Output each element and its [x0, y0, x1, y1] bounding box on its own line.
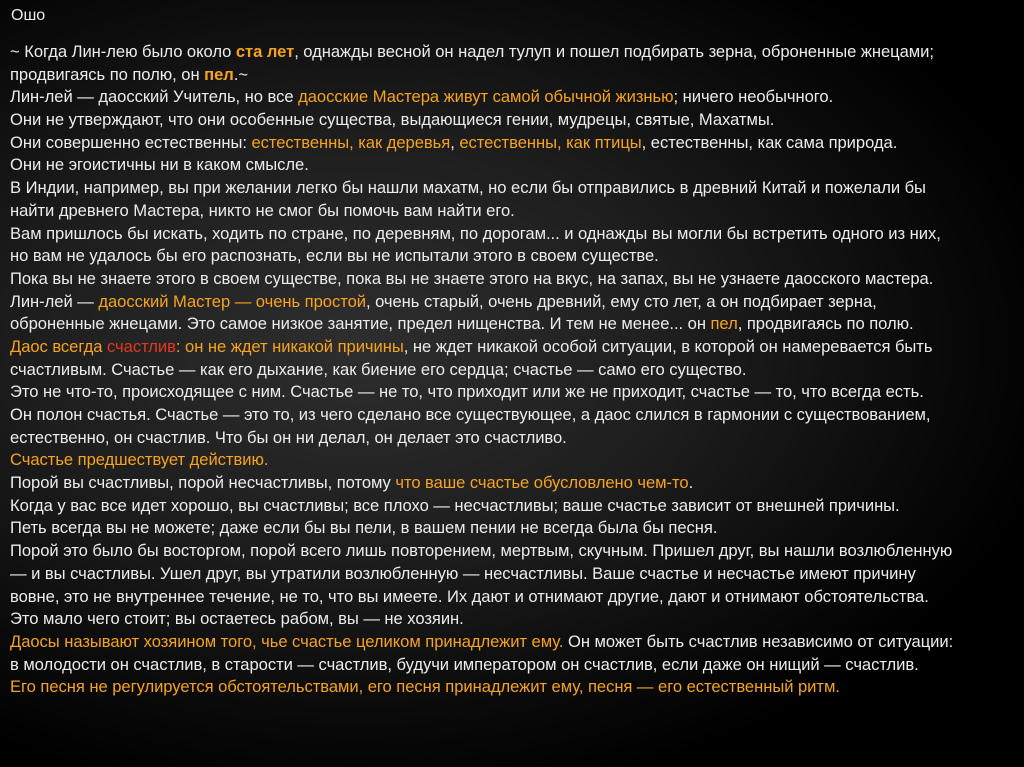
text-line — [10, 676, 1010, 699]
text-segment: Они не эгоистичны ни в каком смысле. — [10, 155, 309, 175]
text-line — [10, 245, 1010, 268]
text-line — [10, 41, 1010, 64]
slide-body-text — [10, 41, 1010, 699]
text-line — [10, 132, 1010, 155]
text-line — [10, 154, 1010, 177]
text-line — [10, 381, 1010, 404]
text-segment: продвигаясь по полю, он — [10, 64, 205, 84]
text-segment: но вам не удалось бы его распознать, если вы не испытали этого в своем существе. — [10, 246, 659, 266]
text-line — [10, 268, 1010, 291]
highlighted-text: Даосы называют хозяином того, чье счастье целиком принадлежит ему. — [10, 631, 564, 651]
text-segment: , естественны, как сама природа. — [641, 132, 898, 152]
text-line — [10, 472, 1010, 495]
text-line — [10, 495, 1010, 518]
highlighted-text: пел — [204, 64, 234, 84]
highlighted-text: ста лет — [235, 42, 295, 61]
text-line — [10, 336, 1010, 359]
highlighted-text: что ваше счастье обусловлено чем-то — [395, 473, 689, 493]
text-segment: Пока вы не знаете этого в своем существе, пока вы не знаете этого на вкус, на запах, вы не узнаете даосского мастера. — [10, 268, 934, 288]
text-line — [10, 427, 1010, 450]
text-segment: Это не что-то, происходящее с ним. Счастье — не то, что приходит или же не приходит, счастье — то, что всегда есть. — [10, 382, 924, 402]
highlighted-text: счастлив — [107, 336, 176, 356]
text-segment: , — [450, 132, 460, 152]
text-segment: Вам пришлось бы искать, ходить по стране, по деревням, по дорогам... и однажды вы могли бы встретить одного из них, — [10, 223, 941, 243]
text-segment: .~ — [233, 64, 248, 84]
text-segment: Это мало чего стоит; вы остаетесь рабом, вы — не хозяин. — [10, 609, 464, 629]
text-segment: Они совершенно естественны: — [10, 132, 252, 152]
text-segment: Он полон счастья. Счастье — это то, из чего сделано все существующее, а даос слился в гармонии с существованием, — [10, 405, 931, 424]
text-segment: вовне, это не внутреннее течение, не то, что вы имеете. Их дают и отнимают другие, дают и отнимают обстоятельства. — [10, 586, 929, 606]
text-line — [10, 449, 1010, 472]
text-line — [10, 177, 1010, 200]
text-segment: Лин-лей — даосский Учитель, но все — [10, 87, 299, 107]
text-segment: оброненные жнецами. Это самое низкое занятие, предел нищенства. И тем не менее... он — [10, 314, 711, 334]
text-line — [10, 313, 1010, 336]
text-line — [10, 359, 1010, 382]
text-line — [10, 64, 1010, 87]
highlighted-text: пел — [710, 314, 738, 334]
text-segment: ; ничего необычного. — [673, 87, 834, 107]
text-segment: В Индии, например, вы при желании легко бы нашли махатм, но если бы отправились в древний Китай и пожелали бы — [10, 178, 926, 198]
text-segment: Петь всегда вы не можете; даже если бы вы пели, в вашем пении не всегда была бы песня. — [10, 518, 718, 538]
text-line — [10, 200, 1010, 223]
text-segment: Он может быть счастлив независимо от ситуации: — [563, 631, 954, 651]
text-segment: найти древнего Мастера, никто не смог бы помочь вам найти его. — [10, 200, 515, 220]
text-segment: Лин-лей — — [10, 291, 99, 311]
text-segment: Порой это было бы восторгом, порой всего лишь повторением, мертвым, скучным. Пришел друг, вы нашли возлюбленную — [10, 541, 953, 561]
text-segment: счастливым. Счастье — как его дыхание, как биение его сердца; счастье — само его существо. — [10, 359, 747, 379]
highlighted-text: Его песня не регулируется обстоятельствами, его песня принадлежит ему, песня — его естественный ритм. — [10, 677, 840, 697]
text-line — [10, 86, 1010, 109]
text-segment: ~ Когда Лин-лею было около — [10, 42, 236, 61]
text-segment: , продвигаясь по полю. — [737, 314, 914, 334]
text-line — [10, 654, 1010, 677]
highlighted-text: даосский Мастер — очень простой — [98, 291, 366, 311]
text-segment: . — [688, 473, 694, 493]
text-segment: Они не утверждают, что они особенные существа, выдающиеся гении, мудрецы, святые, Махатмы. — [10, 110, 775, 130]
highlighted-text: Счастье предшествует действию. — [10, 450, 269, 470]
text-line — [10, 586, 1010, 609]
text-line — [10, 404, 1010, 427]
text-line — [10, 540, 1010, 563]
text-segment: — и вы счастливы. Ушел друг, вы утратили возлюбленную — несчастливы. Ваше счастье и несчастье имеют причину — [10, 563, 916, 583]
highlighted-text: : он не ждет никакой причины — [175, 336, 404, 356]
text-segment: , однажды весной он надел тулуп и пошел подбирать зерна, оброненные жнецами; — [294, 42, 934, 61]
text-segment: Порой вы счастливы, порой несчастливы, потому — [10, 473, 396, 493]
text-line — [10, 223, 1010, 246]
text-segment: естественно, он счастлив. Что бы он ни делал, он делает это счастливо. — [10, 427, 567, 447]
highlighted-text: естественны, как птицы — [459, 132, 642, 152]
text-segment: , очень старый, очень древний, ему сто лет, а он подбирает зерна, — [365, 291, 877, 311]
highlighted-text: естественны, как деревья — [251, 132, 451, 152]
slide-title: Ошо — [11, 7, 46, 24]
text-segment: Когда у вас все идет хорошо, вы счастливы; все плохо — несчастливы; ваше счастье зависит от внешней причины. — [10, 495, 900, 515]
text-line — [10, 109, 1010, 132]
highlighted-text: Даос всегда — [10, 336, 107, 356]
text-line — [10, 517, 1010, 540]
highlighted-text: даосские Мастера живут самой обычной жизнью — [298, 87, 674, 107]
text-line — [10, 563, 1010, 586]
text-segment: , не ждет никакой особой ситуации, в которой он намеревается быть — [403, 336, 933, 356]
text-line — [10, 608, 1010, 631]
text-line — [10, 631, 1010, 654]
text-line — [10, 291, 1010, 314]
text-segment: в молодости он счастлив, в старости — счастлив, будучи императором он счастлив, если даже он нищий — счастлив. — [10, 654, 919, 674]
